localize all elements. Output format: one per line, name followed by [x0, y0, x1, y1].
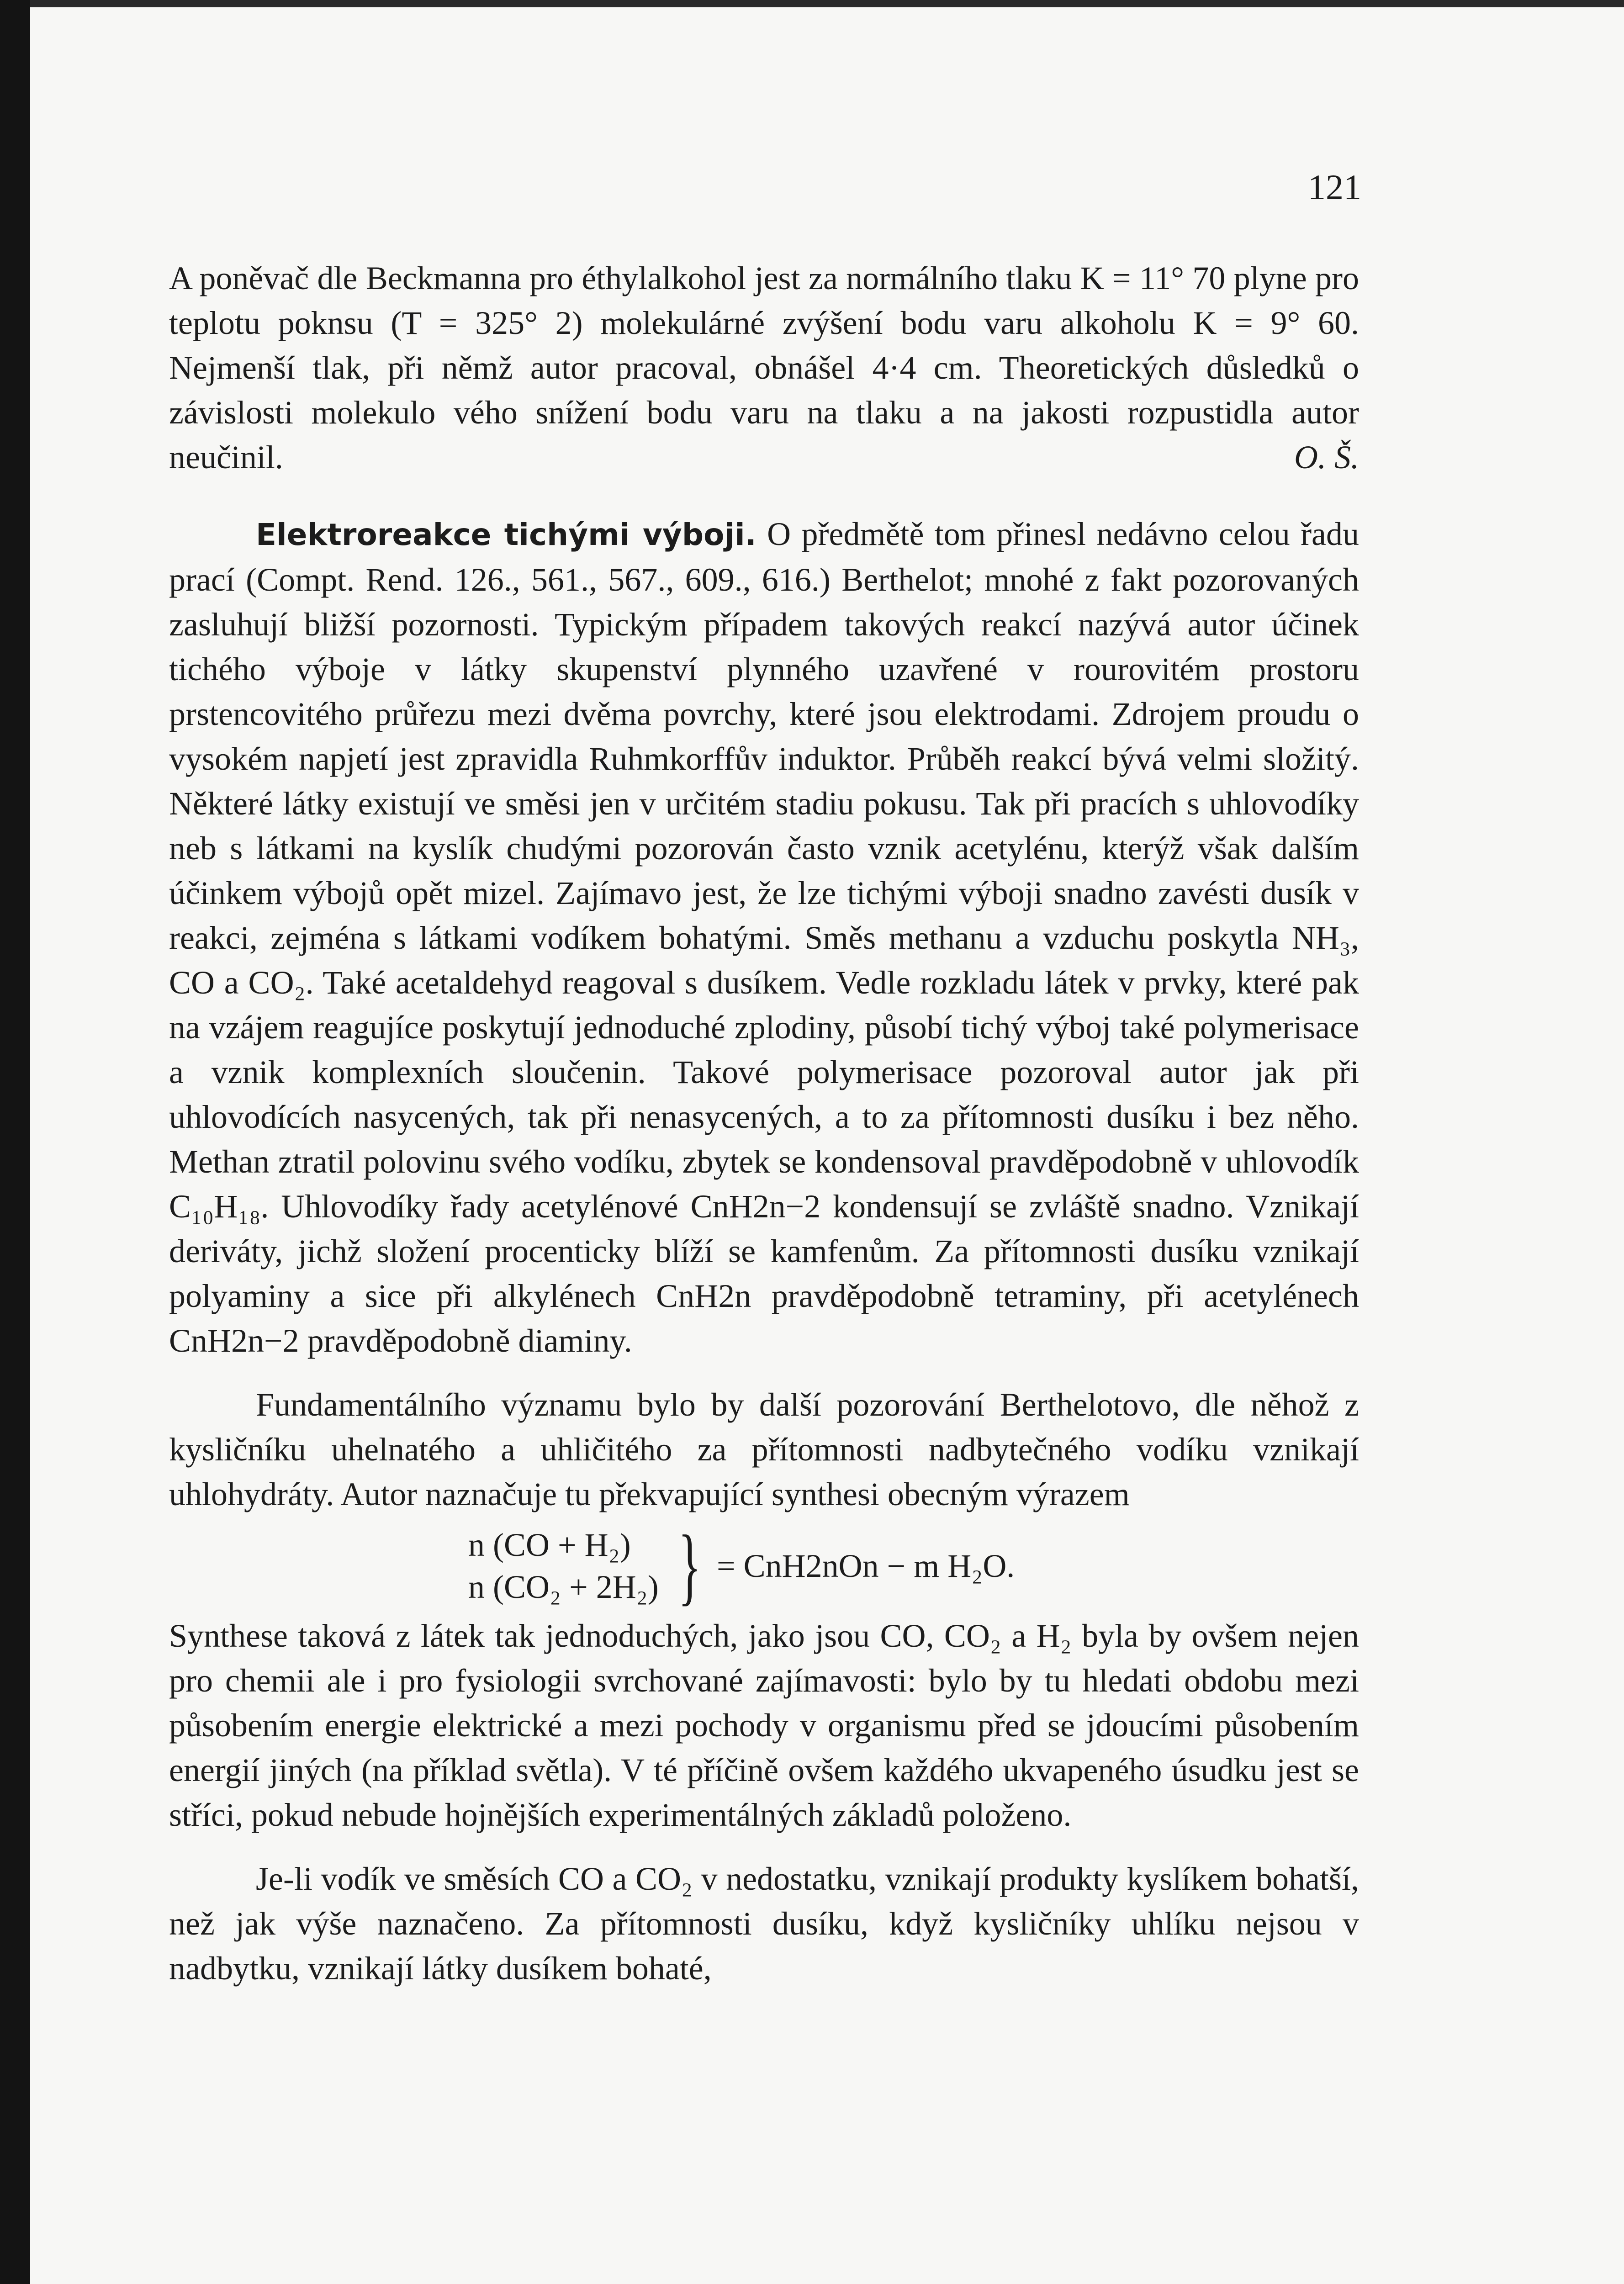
synthesis-formula — [468, 1520, 1359, 1612]
page-number: 121 — [1308, 167, 1361, 207]
paragraph-2 — [169, 512, 1359, 1363]
formula-line-2: n (CO₂ + 2H₂) — [468, 1569, 659, 1605]
formula-product: = CnH2nOn − m H₂O. — [716, 1548, 1015, 1584]
scan-edge-left — [0, 0, 30, 2284]
paragraph-5-text: Je-li vodík ve směsích CO a CO₂ v nedostatku, vznikají produkty kyslíkem bohatší, než jak výše naznačeno. Za přítomnosti dusíku, když kysličníky uhlíku nejsou v nadbytku, vznikají látky dusíkem bohaté, — [169, 1861, 1359, 1987]
paragraph-2-text: O předmětě tom přinesl nedávno celou řadu prací (Compt. Rend. 126., 561., 567., 609., 616.) Berthelot; mnohé z fakt pozorovaných zasluhují bližší pozornosti. Typickým případem takových reakcí nazývá autor účinek tichého výboje v látky skupenství plynného uzavřené v rourovitém prostoru prstencovitého průřezu mezi dvěma povrchy, které jsou elektrodami. Zdrojem proudu o vysokém napjetí jest zpravidla Ruhmkorffův induktor. Průběh reakcí bývá velmi složitý. Některé látky existují ve směsi jen v určitém stadiu pokusu. Tak při pracích s uhlovodíky neb s látkami na kyslík chudými pozorován často vznik acetylénu, kterýž však dalším účinkem výbojů opět mizel. Zajímavo jest, že lze tichými výboji snadno zavésti dusík v reakci, zejména s látkami vodíkem bohatými. Směs methanu a vzduchu poskytla NH₃, CO a CO₂. Také acetaldehyd reagoval s dusíkem. Vedle rozkladu látek v prvky, které pak na vzájem reagujíce poskytují jednoduché zplodiny, působí tichý výboj také polymerisace a vznik komplexních sloučenin. Takové polymerisace pozoroval autor jak při uhlovodících nasycených, tak při nenasycených, a to za přítomnosti dusíku i bez něho. Methan ztratil polovinu svého vodíku, zbytek se kondensoval pravděpodobně v uhlovodík C₁₀H₁₈. Uhlovodíky řady acetylénové CnH2n−2 kondensují se zvláště snadno. Vznikají deriváty, jichž složení procenticky blíží se kamfenům. Za přítomnosti dusíku vznikají polyaminy a sice při alkylénech CnH2n pravděpodobně tetraminy, při acetylénech CnH2n−2 pravděpodobně diaminy. — [169, 516, 1359, 1359]
paragraph-5 — [169, 1856, 1359, 1991]
paragraph-3-text: Fundamentálního významu bylo by další pozorování Berthelotovo, dle něhož z kysličníku uhelnatého a uhličitého za přítomnosti nadbytečného vodíku vznikají uhlohydráty. Autor naznačuje tu překvapující synthesi obecným výrazem — [169, 1386, 1359, 1512]
paragraph-1 — [169, 256, 1359, 480]
formula-reactants — [468, 1524, 659, 1608]
section-heading: Elektroreakce tichými výboji. — [256, 517, 756, 552]
paragraph-1-text: A poněvač dle Beckmanna pro éthylalkohol jest za normálního tlaku K = 11° 70 plyne pro teplotu poknsu (T = 325° 2) molekulárné zvýšení bodu varu alkoholu K = 9° 60. Nejmenší tlak, při němž autor pracoval, obnášel 4·4 cm. Theoretických důsledků o závislosti molekulo vého snížení bodu varu na tlaku a na jakosti rozpustidla autor neučinil. — [169, 260, 1359, 476]
paragraph-3 — [169, 1382, 1359, 1517]
page-text — [169, 256, 1359, 1991]
paragraph-4-text: Synthese taková z látek tak jednoduchých, jako jsou CO, CO₂ a H₂ byla by ovšem nejen pro chemii ale i pro fysiologii svrchované zajímavosti: bylo by tu hledati obdobu mezi působením energie elektrické a mezi pochody v organismu před se jdoucími působením energií jiných (na příklad světla). V té příčině ovšem každého ukvapeného úsudku jest se stříci, pokud nebude hojnějších experimentálných základů položeno. — [169, 1618, 1359, 1833]
formula-brace: } — [678, 1518, 701, 1614]
formula-line-1: n (CO + H₂) — [468, 1527, 631, 1563]
scan-edge-top — [30, 0, 1624, 7]
paragraph-4 — [169, 1613, 1359, 1837]
author-initials: O. Š. — [1294, 439, 1359, 476]
